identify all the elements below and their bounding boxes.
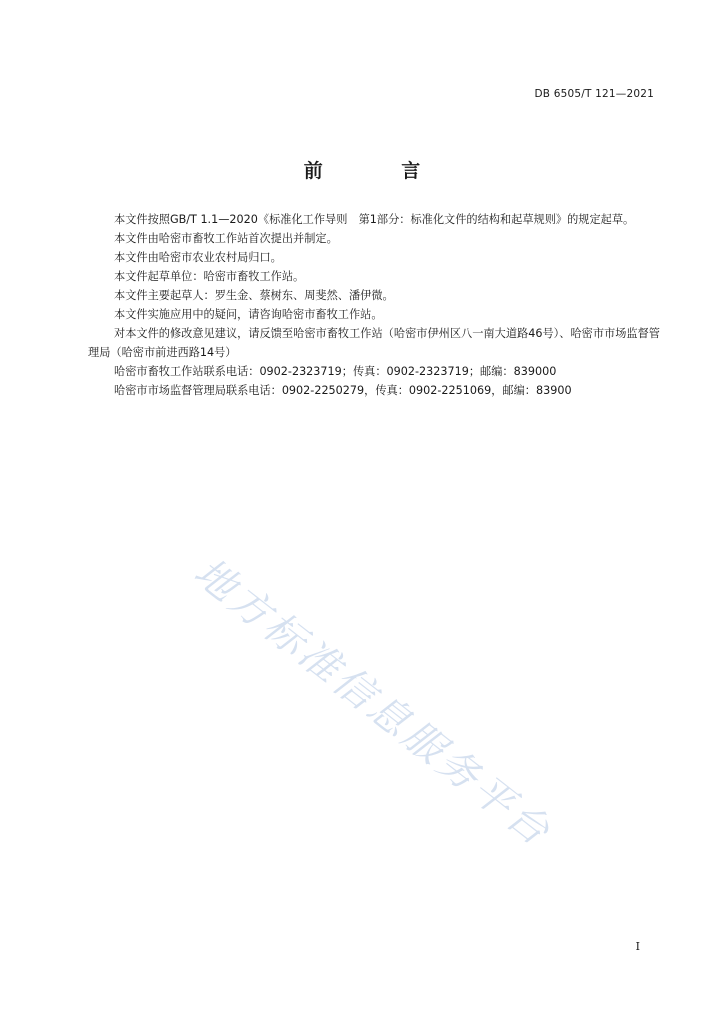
paragraph-responsible-unit: 本文件由哈密市农业农村局归口。 xyxy=(114,251,282,264)
document-code: DB 6505/T 121—2021 xyxy=(534,88,654,100)
paragraph-drafting-rules: 本文件按照GB/T 1.1—2020《标准化工作导则 第1部分：标准化文件的结构和起草规则》的规定起草。 xyxy=(114,213,635,226)
page-number: I xyxy=(635,940,640,953)
paragraph-drafting-unit: 本文件起草单位：哈密市畜牧工作站。 xyxy=(114,270,305,283)
watermark-text: 地方标准信息服务平台 xyxy=(185,549,561,857)
paragraph-proposer: 本文件由哈密市畜牧工作站首次提出并制定。 xyxy=(114,232,338,245)
paragraph-contact-bureau: 哈密市市场监督管理局联系电话：0902-2250279，传真：0902-2251069，邮编：83900 xyxy=(114,384,572,397)
paragraph-feedback: 对本文件的修改意见建议，请反馈至哈密市畜牧工作站（哈密市伊州区八一南大道路46号）、哈密市市场监督管理局（哈密市前进西路14号） xyxy=(88,327,660,359)
foreword-body xyxy=(88,210,660,400)
paragraph-contact-station: 哈密市畜牧工作站联系电话：0902-2323719；传真：0902-2323719；邮编：839000 xyxy=(114,365,557,378)
paragraph-inquiries: 本文件实施应用中的疑问，请咨询哈密市畜牧工作站。 xyxy=(114,308,383,321)
paragraph-drafters: 本文件主要起草人：罗生金、蔡树东、周斐然、潘伊微。 xyxy=(114,289,394,302)
page-title: 前 言 xyxy=(303,160,457,182)
